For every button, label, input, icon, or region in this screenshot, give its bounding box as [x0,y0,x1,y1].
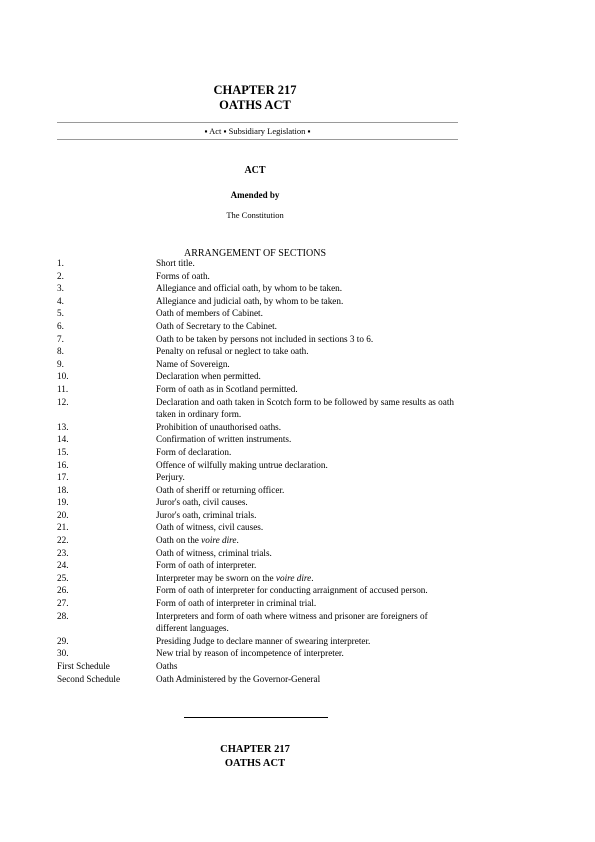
section-title: Oath of Secretary to the Cabinet. [156,320,277,331]
section-row[interactable] [57,320,457,333]
section-title: Oath Administered by the Governor-General [156,673,321,684]
section-divider [184,717,328,718]
section-title: New trial by reason of incompetence of interpreter. [156,648,344,659]
section-number: 7. [57,333,64,344]
section-number: 2. [57,270,64,281]
section-row[interactable] [57,270,457,283]
section-number: 17. [57,472,69,483]
section-row[interactable] [57,396,457,421]
section-number: 22. [57,535,69,546]
section-row[interactable] [57,295,457,308]
section-row[interactable] [57,446,457,459]
section-row[interactable] [57,307,457,320]
section-row[interactable] [57,584,457,597]
section-row[interactable] [57,421,457,434]
section-title: Penalty on refusal or neglect to take oath. [156,346,309,357]
section-title: Offence of wilfully making untrue declaration. [156,459,328,470]
section-number: 5. [57,308,64,319]
section-number: 4. [57,295,64,306]
section-row[interactable] [57,282,457,295]
section-number: 18. [57,484,69,495]
section-row[interactable] [57,521,457,534]
section-title: Form of declaration. [156,446,232,457]
section-number: 20. [57,509,69,520]
section-row[interactable] [57,459,457,472]
section-row[interactable] [57,559,457,572]
section-number: 19. [57,497,69,508]
section-number: 15. [57,446,69,457]
section-title: Allegiance and official oath, by whom to be taken. [156,283,343,294]
section-row[interactable] [57,345,457,358]
chapter-title-repeat: CHAPTER 217 [220,744,290,755]
chapter-title: CHAPTER 217 [213,83,297,97]
nav-bottom-rule [57,139,458,140]
section-number: 27. [57,598,69,609]
section-title: Forms of oath. [156,270,210,281]
section-number: 12. [57,396,69,407]
section-number: 13. [57,421,69,432]
section-row[interactable] [57,635,457,648]
section-title: Interpreters and form of oath where witness and prisoner are foreigners of different languages. [156,610,428,634]
section-number: 24. [57,560,69,571]
section-row[interactable] [57,610,457,635]
section-number: Second Schedule [57,673,121,684]
section-number: 8. [57,346,64,357]
section-row[interactable] [57,673,457,686]
sections-list [57,257,457,685]
section-number: 29. [57,635,69,646]
arrangement-heading: ARRANGEMENT OF SECTIONS [183,248,327,259]
section-title: Oath of sheriff or returning officer. [156,484,285,495]
section-title: Presiding Judge to declare manner of swearing interpreter. [156,635,371,646]
section-number: 16. [57,459,69,470]
section-number: 30. [57,648,69,659]
section-title: Declaration and oath taken in Scotch form to be followed by same results as oath taken in ordinary form. [156,396,454,420]
section-number: 1. [57,258,64,268]
section-number: 3. [57,283,64,294]
section-number: 26. [57,585,69,596]
section-row[interactable] [57,471,457,484]
section-title: Name of Sovereign. [156,358,230,369]
section-number: 6. [57,320,64,331]
section-row[interactable] [57,333,457,346]
section-row[interactable] [57,547,457,560]
section-title: Oath to be taken by persons not included in sections 3 to 6. [156,333,374,344]
nav-links[interactable]: ▪ Act ▪ Subsidiary Legislation ▪ [204,126,311,136]
section-title: Oaths [156,661,178,671]
section-title: Form of oath as in Scotland permitted. [156,383,298,394]
section-number: 21. [57,522,69,533]
act-label: ACT [244,165,266,176]
section-title: Allegiance and judicial oath, by whom to be taken. [156,295,344,306]
section-title: Oath of witness, criminal trials. [156,547,272,558]
section-title: Juror's oath, civil causes. [156,497,248,508]
section-title: Short title. [156,258,195,268]
section-row[interactable] [57,509,457,522]
amended-by-label: Amended by [230,190,280,200]
section-row[interactable] [57,597,457,610]
section-row[interactable] [57,383,457,396]
section-row[interactable] [57,496,457,509]
section-row[interactable] [57,358,457,371]
section-title: Form of oath of interpreter for conducting arraignment of accused person. [156,585,428,596]
section-title: Perjury. [156,472,185,483]
section-row[interactable] [57,647,457,660]
section-number: 23. [57,547,69,558]
section-row[interactable] [57,572,457,585]
section-title: Oath on the voire dire. [156,535,239,546]
section-row[interactable] [57,370,457,383]
section-number: 9. [57,358,64,369]
amended-by-item: The Constitution [226,210,284,220]
section-row[interactable] [57,257,457,270]
section-title: Interpreter may be sworn on the voire dire. [156,572,314,583]
act-title: OATHS ACT [219,98,291,112]
section-title: Oath of members of Cabinet. [156,308,263,319]
section-title: Juror's oath, criminal trials. [156,509,257,520]
section-row[interactable] [57,484,457,497]
section-number: 28. [57,610,69,621]
section-row[interactable] [57,534,457,547]
section-title: Declaration when permitted. [156,371,261,382]
section-number: 11. [57,383,69,394]
section-number: 14. [57,434,69,445]
section-row[interactable] [57,660,457,673]
section-row[interactable] [57,433,457,446]
section-title: Form of oath of interpreter. [156,560,257,571]
section-title: Form of oath of interpreter in criminal trial. [156,598,317,609]
nav-top-rule [57,122,458,123]
section-title: Prohibition of unauthorised oaths. [156,421,282,432]
section-title: Oath of witness, civil causes. [156,522,264,533]
section-number: First Schedule [57,661,110,671]
section-number: 25. [57,572,69,583]
section-title: Confirmation of written instruments. [156,434,292,445]
act-title-repeat: OATHS ACT [224,758,286,769]
section-number: 10. [57,371,69,382]
